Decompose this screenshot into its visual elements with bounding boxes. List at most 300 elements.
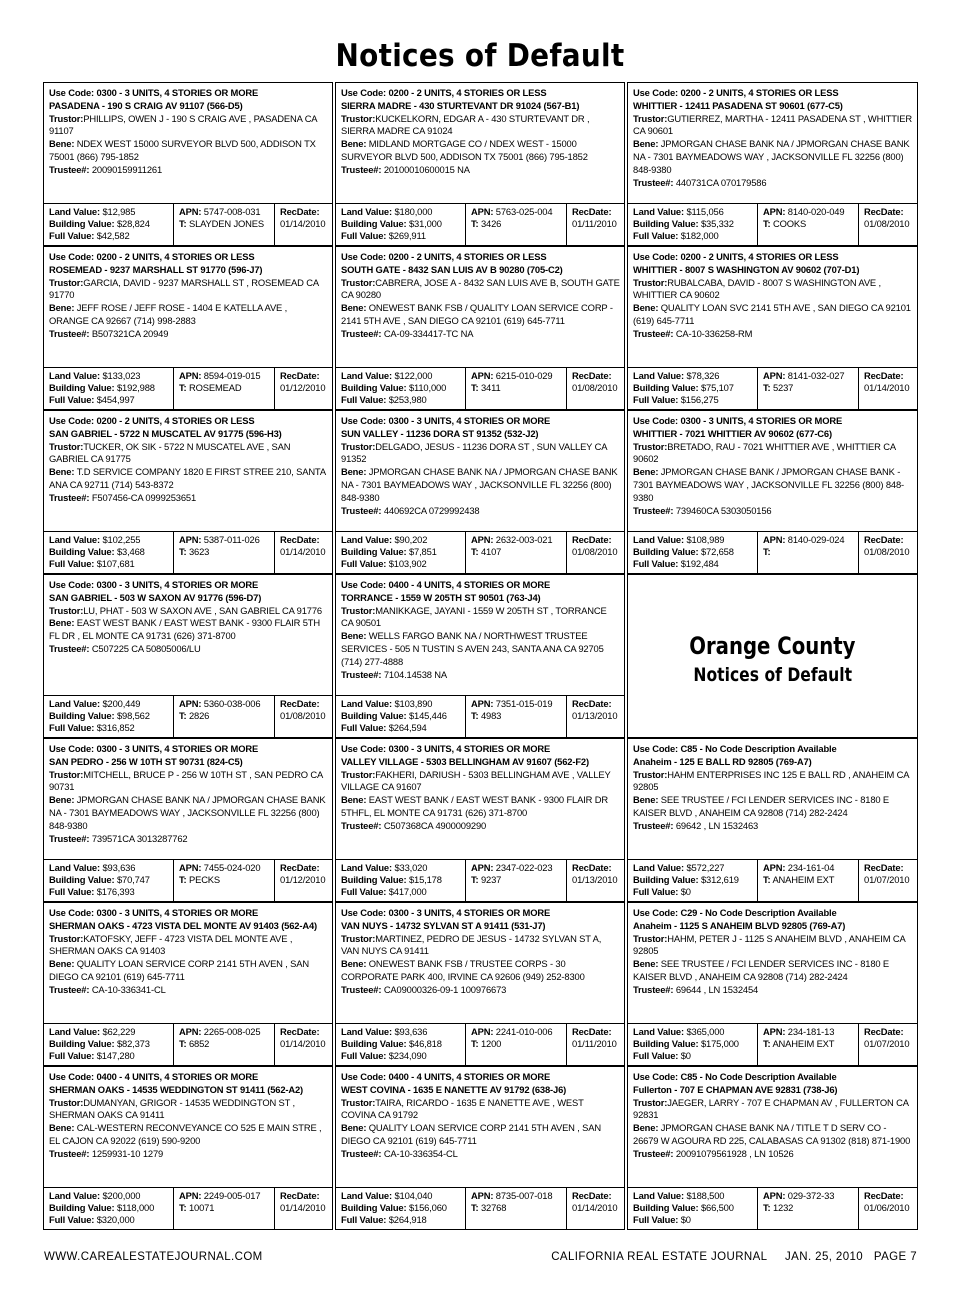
apn-value: 234-161-04 — [787, 861, 835, 873]
notice-entry — [627, 82, 918, 246]
land-value: $200,449 — [102, 697, 141, 709]
orange-county-heading: Orange County — [689, 632, 856, 660]
property-address: SIERRA MADRE - 430 STURTEVANT DR 91024 (567-B1) — [341, 99, 580, 111]
notice-details — [44, 411, 332, 531]
use-code: Use Code: 0200 - 2 UNITS, 4 STORIES OR LESS — [633, 87, 839, 98]
property-address: SOUTH GATE - 8432 SAN LUIS AV B 90280 (705-C2) — [341, 263, 563, 275]
apn-box — [758, 860, 859, 901]
orange-county-subheading: Notices of Default — [693, 664, 852, 686]
value-box — [44, 1024, 174, 1065]
trustor-value: LU, PHAT - 503 W SAXON AVE , SAN GABRIEL CA 91776 — [83, 604, 322, 616]
land-value-label: Land Value: — [633, 205, 684, 217]
bene-value: CAL-WESTERN RECONVEYANCE CO 525 E MAIN STRE , EL CAJON CA 92022 (619) 590-9200 — [49, 1122, 322, 1146]
building-value-label: Building Value: — [49, 1037, 115, 1049]
property-address: WEST COVINA - 1635 E NANETTE AV 91792 (638-J6) — [341, 1083, 567, 1095]
trustee-value: 69642 , LN 1532463 — [675, 819, 759, 831]
t-label: T: — [763, 873, 771, 885]
building-value: $75,107 — [700, 381, 734, 393]
full-value-label: Full Value: — [49, 558, 95, 570]
recdate-label: RecDate: — [572, 205, 612, 217]
bene-label: Bene: — [341, 1122, 367, 1134]
trustor-value: HAHM, PETER J - 1125 S ANAHEIM BLVD , ANAHEIM CA 92805 — [633, 932, 906, 957]
use-code: Use Code: 0300 - 3 UNITS, 4 STORIES OR MORE — [341, 415, 551, 426]
full-value-label: Full Value: — [49, 230, 95, 242]
trustor-label: Trustor: — [341, 276, 376, 288]
bene-label: Bene: — [49, 1122, 75, 1134]
recdate-value: 01/08/2010 — [864, 217, 910, 229]
apn-label: APN: — [179, 205, 202, 217]
full-value-label: Full Value: — [633, 1050, 679, 1062]
land-value: $12,985 — [102, 205, 136, 217]
bene-value: QUALITY LOAN SVC 2141 5TH AVE , SAN DIEGO CA 92101 (619) 645-7711 — [633, 302, 911, 326]
bene-label: Bene: — [633, 958, 659, 970]
trustee-label: Trustee#: — [341, 819, 382, 831]
trustor-label: Trustor: — [49, 768, 84, 780]
land-value-label: Land Value: — [341, 1189, 392, 1201]
notice-values — [336, 695, 624, 737]
use-code: Use Code: 0400 - 4 UNITS, 4 STORIES OR MORE — [341, 1071, 551, 1082]
recdate-label: RecDate: — [280, 369, 320, 381]
apn-value: 2241-010-006 — [495, 1025, 553, 1037]
bene-value: MIDLAND MORTGAGE CO / NDEX WEST - 15000 SURVEYOR BLVD 500, ADDISON TX 75001 (866) 795-1852 — [341, 138, 588, 162]
orange-county-section-header — [627, 574, 918, 738]
land-value-label: Land Value: — [341, 697, 392, 709]
notice-details — [336, 739, 624, 859]
apn-label: APN: — [471, 697, 494, 709]
building-value: $118,000 — [116, 1201, 155, 1213]
recdate-box — [567, 1024, 624, 1065]
trustee-label: Trustee#: — [633, 327, 674, 339]
apn-value: 8140-020-049 — [787, 205, 845, 217]
apn-label: APN: — [471, 1025, 494, 1037]
trustee-value: CA-10-336354-CL — [383, 1147, 458, 1159]
use-code: Use Code: 0200 - 2 UNITS, 4 STORIES OR LESS — [341, 87, 547, 98]
building-value: $46,818 — [408, 1037, 442, 1049]
bene-value: WELLS FARGO BANK NA / NORTHWEST TRUSTEE SERVICES - 505 N TUSTIN S AVEN 243, SANTA ANA CA 92705 (714) 277-4888 — [341, 630, 604, 667]
t-value: COOKS — [772, 217, 807, 229]
notice-entry — [43, 738, 333, 902]
notice-column — [335, 82, 625, 1230]
trustor-value: MITCHELL, BRUCE P - 256 W 10TH ST , SAN PEDRO CA 90731 — [49, 768, 323, 793]
trustee-label: Trustee#: — [633, 983, 674, 995]
property-address: SAN PEDRO - 256 W 10TH ST 90731 (824-C5) — [49, 755, 243, 767]
land-value-label: Land Value: — [49, 697, 100, 709]
t-label: T: — [471, 545, 479, 557]
value-box — [336, 696, 466, 737]
bene-value: T.D SERVICE COMPANY 1820 E FIRST STREE 210, SANTA ANA CA 92711 (714) 543-8372 — [49, 466, 326, 490]
value-box — [44, 1188, 174, 1229]
notice-details — [44, 575, 332, 695]
bene-label: Bene: — [49, 302, 75, 314]
land-value: $133,023 — [102, 369, 141, 381]
recdate-label: RecDate: — [572, 861, 612, 873]
building-value-label: Building Value: — [633, 545, 699, 557]
t-label: T: — [763, 545, 771, 557]
land-value: $93,636 — [102, 861, 136, 873]
use-code: Use Code: 0400 - 4 UNITS, 4 STORIES OR MORE — [341, 579, 551, 590]
property-address: SAN GABRIEL - 503 W SAXON AV 91776 (596-D7) — [49, 591, 262, 603]
land-value: $572,227 — [686, 861, 725, 873]
property-address: SHERMAN OAKS - 14535 WEDDINGTON ST 91411 (562-A2) — [49, 1083, 304, 1095]
recdate-box — [567, 532, 624, 573]
notice-values — [336, 367, 624, 409]
building-value-label: Building Value: — [49, 709, 115, 721]
notice-details — [44, 903, 332, 1023]
recdate-value: 01/14/2010 — [572, 1201, 618, 1213]
value-box — [628, 860, 758, 901]
notice-details — [44, 247, 332, 367]
building-value: $70,747 — [116, 873, 150, 885]
full-value-label: Full Value: — [341, 722, 387, 734]
land-value-label: Land Value: — [341, 1025, 392, 1037]
use-code: Use Code: 0200 - 2 UNITS, 4 STORIES OR LESS — [341, 251, 547, 262]
trustor-label: Trustor: — [341, 440, 376, 452]
trustor-label: Trustor: — [49, 112, 84, 124]
notice-details — [336, 247, 624, 367]
trustee-value: 7104.14538 NA — [383, 668, 448, 680]
t-value: 6852 — [188, 1037, 210, 1049]
value-box — [336, 1024, 466, 1065]
land-value-label: Land Value: — [49, 205, 100, 217]
building-value-label: Building Value: — [633, 1037, 699, 1049]
trustee-label: Trustee#: — [633, 504, 674, 516]
trustor-label: Trustor: — [49, 440, 84, 452]
building-value-label: Building Value: — [633, 217, 699, 229]
t-value: 4983 — [480, 709, 502, 721]
trustor-value: DUMANYAN, GRIGOR - 14535 WEDDINGTON ST , SHERMAN OAKS CA 91411 — [49, 1096, 295, 1121]
bene-label: Bene: — [49, 138, 75, 150]
trustee-label: Trustee#: — [49, 163, 90, 175]
property-address: WHITTIER - 12411 PASADENA ST 90601 (677-C5) — [633, 99, 843, 111]
recdate-label: RecDate: — [572, 533, 612, 545]
apn-value: 234-181-13 — [787, 1025, 835, 1037]
apn-box — [758, 532, 859, 573]
full-value: $107,681 — [96, 558, 135, 570]
building-value: $145,446 — [408, 709, 447, 721]
notice-values — [44, 367, 332, 409]
t-label: T: — [179, 217, 187, 229]
page-title: Notices of Default — [335, 38, 625, 74]
trustor-label: Trustor: — [341, 932, 376, 944]
trustor-label: Trustor: — [633, 276, 668, 288]
apn-label: APN: — [471, 205, 494, 217]
full-value-label: Full Value: — [633, 558, 679, 570]
bene-value: QUALITY LOAN SERVICE CORP 2141 5TH AVEN , SAN DIEGO CA 92101 (619) 645-7711 — [49, 958, 309, 982]
land-value: $115,056 — [686, 205, 724, 217]
trustee-value: 20090159911261 — [91, 163, 163, 175]
recdate-label: RecDate: — [864, 1025, 904, 1037]
recdate-box — [567, 696, 624, 737]
apn-label: APN: — [179, 533, 202, 545]
notice-entry — [335, 1066, 625, 1230]
value-box — [628, 368, 758, 409]
notice-values — [628, 531, 917, 573]
trustor-label: Trustor: — [633, 440, 668, 452]
apn-label: APN: — [763, 1025, 786, 1037]
bene-value: ONEWEST BANK FSB / QUALITY LOAN SERVICE CORP - 2141 5TH AVE , SAN DIEGO CA 92101 (619) 645-7711 — [341, 302, 613, 326]
trustor-value: BRETADO, RAU - 7021 WHITTIER AVE , WHITTIER CA 90602 — [633, 440, 896, 465]
apn-label: APN: — [763, 205, 786, 217]
recdate-value: 01/07/2010 — [864, 873, 910, 885]
bene-label: Bene: — [633, 1122, 659, 1134]
trustee-value: 1259931-10 1279 — [91, 1147, 164, 1159]
value-box — [44, 204, 174, 245]
recdate-box — [859, 204, 917, 245]
recdate-label: RecDate: — [280, 697, 320, 709]
trustee-value: B507321CA 20949 — [91, 327, 169, 339]
apn-label: APN: — [179, 861, 202, 873]
use-code: Use Code: 0300 - 3 UNITS, 4 STORIES OR MORE — [49, 579, 259, 590]
trustor-value: TUCKER, OK SIK - 5722 N MUSCATEL AVE , SAN GABRIEL CA 91775 — [49, 440, 291, 465]
value-box — [336, 204, 466, 245]
building-value-label: Building Value: — [341, 1037, 407, 1049]
recdate-box — [275, 368, 332, 409]
land-value: $122,000 — [394, 369, 433, 381]
trustee-value: CA-09-334417-TC NA — [383, 327, 474, 339]
trustee-value: CA09000326-09-1 100976673 — [383, 983, 507, 995]
recdate-label: RecDate: — [280, 1025, 320, 1037]
value-box — [44, 860, 174, 901]
use-code: Use Code: C29 - No Code Description Available — [633, 907, 837, 918]
full-value-label: Full Value: — [341, 230, 387, 242]
property-address: Anaheim - 125 E BALL RD 92805 (769-A7) — [633, 755, 812, 767]
t-label: T: — [471, 381, 479, 393]
full-value: $264,594 — [388, 722, 427, 734]
full-value-label: Full Value: — [633, 886, 679, 898]
full-value-label: Full Value: — [633, 1214, 679, 1226]
notice-values — [628, 859, 917, 901]
building-value: $72,658 — [700, 545, 734, 557]
t-value: 5237 — [772, 381, 794, 393]
apn-box — [466, 1188, 567, 1229]
apn-box — [466, 368, 567, 409]
recdate-value: 01/11/2010 — [572, 217, 617, 229]
notice-entry — [335, 410, 625, 574]
land-value-label: Land Value: — [341, 533, 392, 545]
value-box — [628, 204, 758, 245]
notice-details — [628, 247, 917, 367]
recdate-box — [859, 860, 917, 901]
land-value: $33,020 — [394, 861, 428, 873]
recdate-box — [859, 1024, 917, 1065]
apn-value: 8141-032-027 — [787, 369, 845, 381]
value-box — [628, 1188, 758, 1229]
trustor-value: RUBALCABA, DAVID - 8007 S WASHINGTON AVE , WHITTIER CA 90602 — [633, 276, 881, 301]
trustor-value: KUCKELKORN, EDGAR A - 430 STURTEVANT DR , SIERRA MADRE CA 91024 — [341, 112, 590, 137]
trustee-label: Trustee#: — [341, 668, 382, 680]
bene-label: Bene: — [341, 630, 367, 642]
trustee-label: Trustee#: — [49, 983, 90, 995]
notice-column — [43, 82, 333, 1230]
full-value: $320,000 — [96, 1214, 135, 1226]
recdate-value: 01/06/2010 — [864, 1201, 910, 1213]
value-box — [628, 532, 758, 573]
full-value: $417,000 — [388, 886, 427, 898]
trustee-label: Trustee#: — [341, 1147, 382, 1159]
t-value: 9237 — [480, 873, 502, 885]
apn-value: 2265-008-025 — [203, 1025, 261, 1037]
apn-value: 029-372-33 — [787, 1189, 835, 1201]
apn-value: 2347-022-023 — [495, 861, 553, 873]
recdate-box — [275, 1024, 332, 1065]
full-value-label: Full Value: — [49, 1214, 95, 1226]
apn-box — [758, 368, 859, 409]
land-value-label: Land Value: — [49, 1025, 100, 1037]
property-address: SUN VALLEY - 11236 DORA ST 91352 (532-J2) — [341, 427, 539, 439]
trustor-value: CABRERA, JOSE A - 8432 SAN LUIS AVE B, SOUTH GATE CA 90280 — [341, 276, 620, 301]
apn-box — [758, 1024, 859, 1065]
bene-value: EAST WEST BANK / EAST WEST BANK - 9300 FLAIR DR 5THFL, EL MONTE CA 91731 (626) 371-8700 — [341, 794, 608, 818]
apn-value: 5360-038-006 — [203, 697, 261, 709]
value-box — [336, 368, 466, 409]
recdate-value: 01/13/2010 — [572, 873, 618, 885]
t-label: T: — [179, 873, 187, 885]
land-value: $104,040 — [394, 1189, 433, 1201]
bene-label: Bene: — [633, 794, 659, 806]
trustee-label: Trustee#: — [49, 642, 90, 654]
full-value-label: Full Value: — [49, 886, 95, 898]
trustor-value: MANIKKAGE, JAYANI - 1559 W 205TH ST , TORRANCE CA 90501 — [341, 604, 607, 629]
apn-value: 5747-008-031 — [203, 205, 261, 217]
recdate-label: RecDate: — [864, 205, 904, 217]
full-value: $269,911 — [388, 230, 426, 242]
building-value-label: Building Value: — [49, 873, 115, 885]
trustee-label: Trustee#: — [633, 1147, 674, 1159]
building-value-label: Building Value: — [49, 217, 115, 229]
trustee-value: CA-10-336341-CL — [91, 983, 166, 995]
apn-value: 2249-005-017 — [203, 1189, 261, 1201]
value-box — [336, 860, 466, 901]
use-code: Use Code: 0400 - 4 UNITS, 4 STORIES OR MORE — [49, 1071, 259, 1082]
notice-entry — [43, 410, 333, 574]
apn-label: APN: — [179, 697, 202, 709]
use-code: Use Code: 0300 - 3 UNITS, 4 STORIES OR MORE — [341, 743, 551, 754]
trustor-label: Trustor: — [49, 604, 84, 616]
value-box — [44, 368, 174, 409]
bene-label: Bene: — [633, 138, 659, 150]
notice-entry — [627, 1066, 918, 1230]
notice-details — [628, 739, 917, 859]
building-value: $156,060 — [408, 1201, 447, 1213]
apn-label: APN: — [763, 1189, 786, 1201]
bene-value: ONEWEST BANK FSB / TRUSTEE CORPS - 30 CORPORATE PARK 400, IRVINE CA 92606 (949) 252-8300 — [341, 958, 585, 982]
property-address: VALLEY VILLAGE - 5303 BELLINGHAM AV 91607 (562-F2) — [341, 755, 589, 767]
t-value: ROSEMEAD — [188, 381, 242, 393]
apn-box — [174, 1188, 275, 1229]
recdate-label: RecDate: — [572, 1025, 612, 1037]
recdate-value: 01/08/2010 — [280, 709, 326, 721]
recdate-value: 01/13/2010 — [572, 709, 618, 721]
recdate-label: RecDate: — [864, 533, 904, 545]
bene-value: NDEX WEST 15000 SURVEYOR BLVD 500, ADDISON TX 75001 (866) 795-1852 — [49, 138, 316, 162]
notice-entry — [627, 738, 918, 902]
building-value-label: Building Value: — [341, 381, 407, 393]
notice-entry — [627, 246, 918, 410]
t-label: T: — [471, 1201, 479, 1213]
notice-details — [44, 739, 332, 859]
recdate-value: 01/14/2010 — [280, 217, 326, 229]
bene-value: SEE TRUSTEE / FCI LENDER SERVICES INC - 8180 E KAISER BLVD , ANAHEIM CA 92808 (714) 282-2424 — [633, 794, 890, 818]
land-value-label: Land Value: — [49, 533, 100, 545]
recdate-label: RecDate: — [280, 1189, 320, 1201]
building-value: $192,988 — [116, 381, 155, 393]
value-box — [44, 532, 174, 573]
building-value-label: Building Value: — [633, 873, 699, 885]
land-value: $365,000 — [686, 1025, 725, 1037]
property-address: SHERMAN OAKS - 4723 VISTA DEL MONTE AV 91403 (562-A4) — [49, 919, 317, 931]
notice-entry — [43, 82, 333, 246]
apn-box — [466, 860, 567, 901]
trustor-label: Trustor: — [49, 932, 84, 944]
full-value-label: Full Value: — [341, 1214, 387, 1226]
recdate-box — [567, 860, 624, 901]
apn-label: APN: — [471, 369, 494, 381]
apn-value: 5763-025-004 — [495, 205, 553, 217]
land-value-label: Land Value: — [633, 1025, 684, 1037]
trustor-label: Trustor: — [341, 604, 376, 616]
building-value: $175,000 — [700, 1037, 739, 1049]
notice-details — [336, 83, 624, 203]
bene-value: JPMORGAN CHASE BANK NA / JPMORGAN CHASE BANK NA - 7301 BAYMEADOWS WAY , JACKSONVILLE FL 32256 (800) 848-9380 — [49, 794, 326, 831]
t-label: T: — [763, 381, 771, 393]
recdate-value: 01/14/2010 — [280, 1201, 326, 1213]
t-value: 3426 — [480, 217, 502, 229]
trustee-value: 739460CA 5303050156 — [675, 504, 772, 516]
trustor-value: GARCIA, DAVID - 9237 MARSHALL ST , ROSEMEAD CA 91770 — [49, 276, 319, 301]
building-value: $3,468 — [116, 545, 145, 557]
trustee-value: 440731CA 070179586 — [675, 176, 767, 188]
building-value: $7,851 — [408, 545, 437, 557]
t-label: T: — [471, 873, 479, 885]
notice-values — [628, 1187, 917, 1229]
notice-entry — [627, 410, 918, 574]
apn-box — [758, 1188, 859, 1229]
recdate-label: RecDate: — [572, 369, 612, 381]
apn-box — [174, 1024, 275, 1065]
building-value-label: Building Value: — [341, 545, 407, 557]
t-value: 4107 — [480, 545, 502, 557]
apn-value: 2632-003-021 — [495, 533, 553, 545]
footer-publication: CALIFORNIA REAL ESTATE JOURNAL JAN. 25, 2010 PAGE 7 — [551, 1251, 917, 1263]
use-code: Use Code: 0300 - 3 UNITS, 4 STORIES OR MORE — [49, 743, 259, 754]
property-address: Fullerton - 707 E CHAPMAN AVE 92831 (738-J6) — [633, 1083, 838, 1095]
building-value: $98,562 — [116, 709, 150, 721]
bene-label: Bene: — [633, 466, 659, 478]
trustor-label: Trustor: — [633, 932, 668, 944]
t-label: T: — [179, 709, 187, 721]
bene-label: Bene: — [49, 466, 75, 478]
land-value: $93,636 — [394, 1025, 428, 1037]
trustee-label: Trustee#: — [49, 832, 90, 844]
trustee-value: F507456-CA 0999253651 — [91, 491, 197, 503]
recdate-label: RecDate: — [572, 1189, 612, 1201]
bene-label: Bene: — [49, 617, 75, 629]
building-value-label: Building Value: — [341, 217, 407, 229]
land-value-label: Land Value: — [49, 1189, 100, 1201]
recdate-box — [859, 368, 917, 409]
full-value: $147,280 — [96, 1050, 135, 1062]
notice-values — [336, 859, 624, 901]
trustee-label: Trustee#: — [633, 819, 674, 831]
recdate-label: RecDate: — [280, 205, 320, 217]
building-value-label: Building Value: — [341, 873, 407, 885]
t-value: 1200 — [480, 1037, 502, 1049]
t-label: T: — [471, 1037, 479, 1049]
recdate-value: 01/12/2010 — [280, 381, 326, 393]
building-value: $66,500 — [700, 1201, 734, 1213]
full-value: $253,980 — [388, 394, 427, 406]
full-value-label: Full Value: — [341, 1050, 387, 1062]
